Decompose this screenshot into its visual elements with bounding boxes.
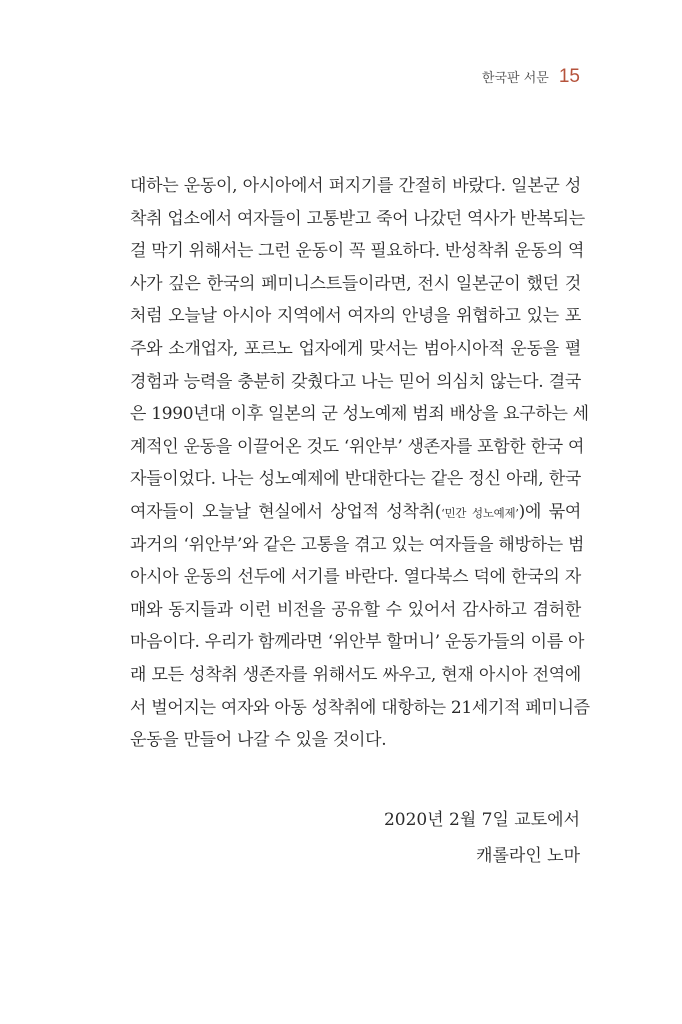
text-line: 과거의 ‘위안부’와 같은 고통을 겪고 있는 여자들을 해방하는 범	[130, 534, 585, 555]
text-line	[130, 496, 581, 529]
text-line: 마음이다. 우리가 함께라면 ‘위안부 할머니’ 운동가들의 이름 아	[130, 632, 585, 653]
text-line: 서 벌어지는 여자와 아동 성착취에 대항하는 21세기적 페미니즘	[130, 697, 590, 718]
text-line: 걸 막기 위해서는 그런 운동이 꼭 필요하다. 반성착취 운동의 역	[130, 241, 585, 262]
body-text	[130, 170, 590, 757]
text-line: 계적인 운동을 이끌어온 것도 ‘위안부’ 생존자를 포함한 한국 여	[130, 436, 585, 457]
text-line: 아시아 운동의 선두에 서기를 바란다. 열다북스 덕에 한국의 자	[130, 567, 581, 588]
signature-author: 캐롤라인 노마	[476, 846, 580, 866]
section-title: 한국판 서문	[481, 71, 549, 86]
text-line: 사가 깊은 한국의 페미니스트들이라면, 전시 일본군이 했던 것	[130, 273, 581, 294]
text-line: 자들이었다. 나는 성노예제에 반대한다는 같은 정신 아래, 한국	[130, 469, 581, 490]
running-header	[482, 66, 580, 88]
page-number: 15	[558, 66, 580, 87]
text-line: 처럼 오늘날 아시아 지역에서 여자의 안녕을 위협하고 있는 포	[130, 306, 581, 327]
text-part: )에 묶여	[518, 501, 582, 522]
text-line: 은 1990년대 이후 일본의 군 성노예제 범죄 배상을 요구하는 세	[130, 404, 589, 425]
text-line: 운동을 만들어 나갈 수 있을 것이다.	[130, 730, 387, 751]
text-line: 경험과 능력을 충분히 갖췄다고 나는 믿어 의심치 않는다. 결국	[130, 371, 581, 392]
small-text: ‘민간 성노예제’	[441, 505, 519, 520]
text-part: 여자들이 오늘날 현실에서 상업적 성착취(	[130, 501, 442, 522]
text-line: 래 모든 성착취 생존자를 위해서도 싸우고, 현재 아시아 전역에	[130, 664, 581, 685]
signature-date: 2020년 2월 7일 교토에서	[383, 810, 580, 830]
text-line: 주와 소개업자, 포르노 업자에게 맞서는 범아시아적 운동을 펼	[130, 338, 581, 359]
text-line: 매와 동지들과 이런 비전을 공유할 수 있어서 감사하고 겸허한	[130, 599, 581, 620]
text-line: 대하는 운동이, 아시아에서 퍼지기를 간절히 바랐다. 일본군 성	[130, 176, 581, 196]
text-line: 착취 업소에서 여자들이 고통받고 죽어 나갔던 역사가 반복되는	[130, 208, 585, 229]
